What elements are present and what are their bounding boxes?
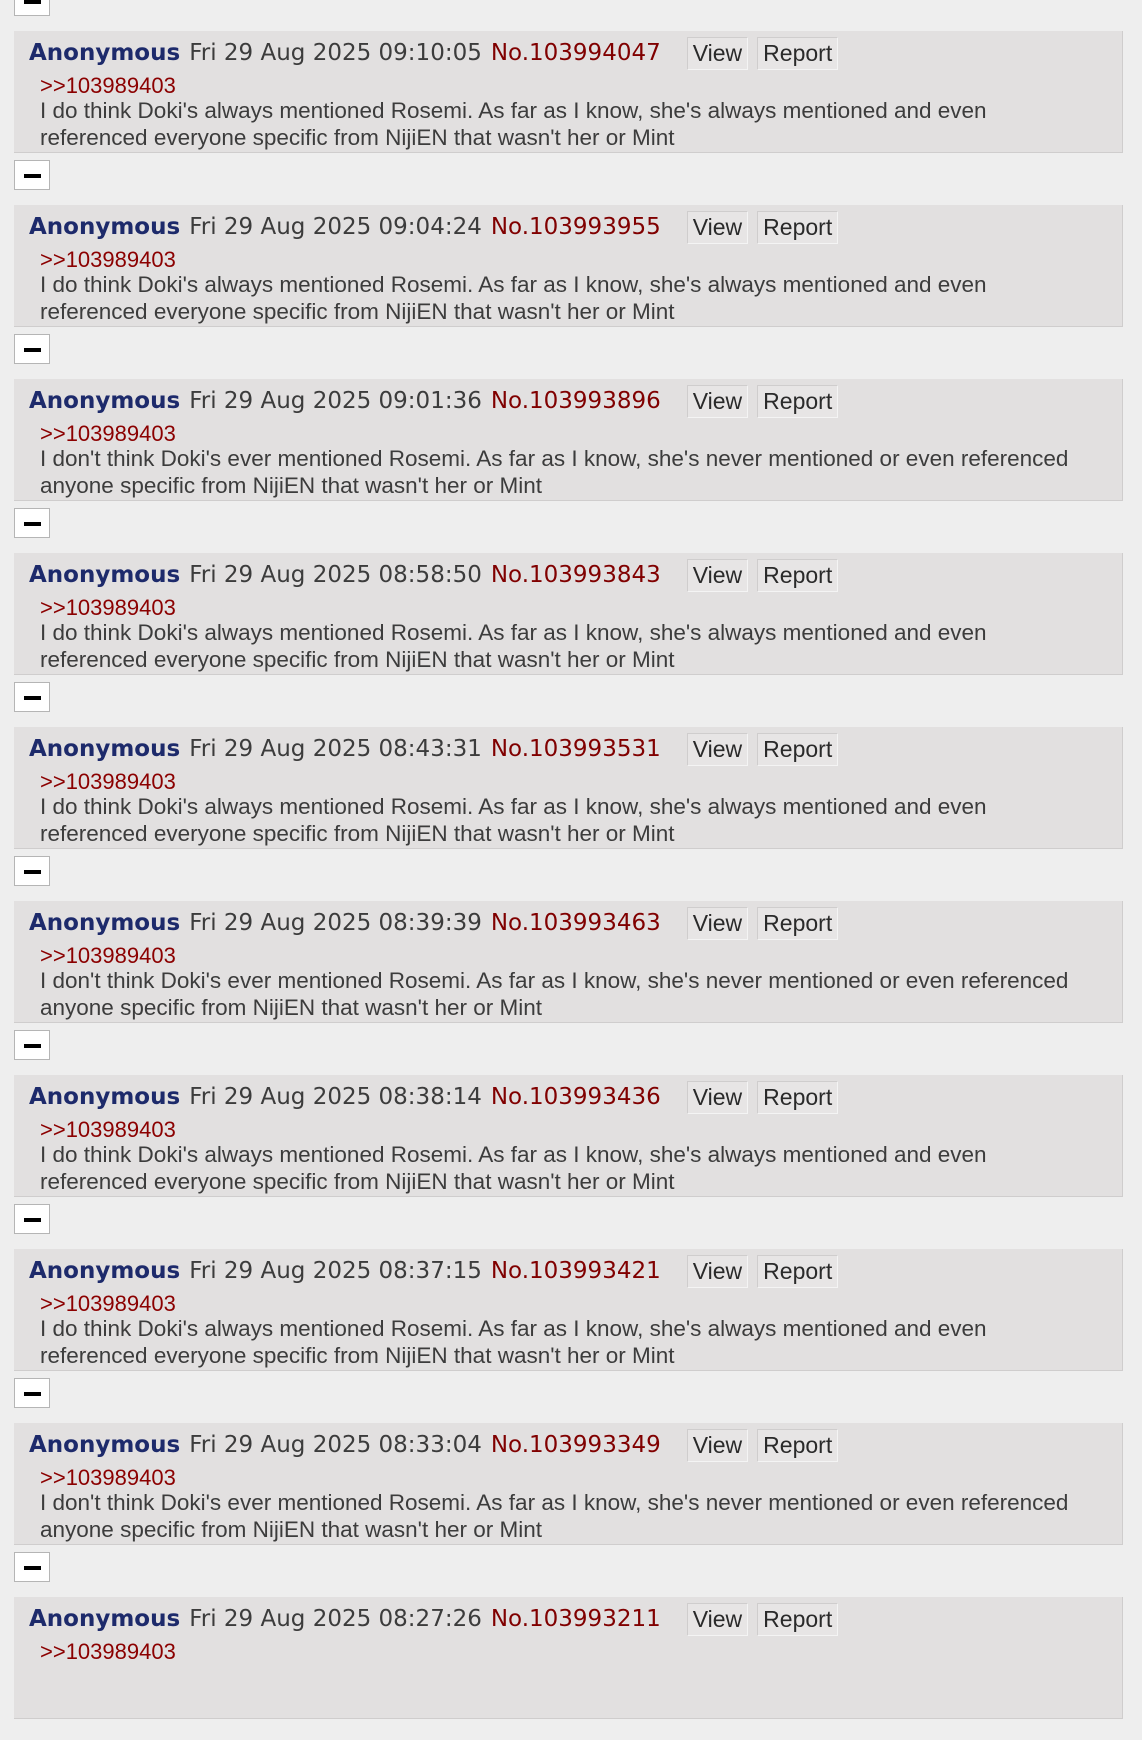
report-button[interactable]: Report xyxy=(757,385,838,418)
post-date: Fri 29 Aug 2025 09:10:05 xyxy=(189,40,482,66)
post-number-link[interactable]: No.103993531 xyxy=(490,736,661,762)
quote-link[interactable]: >>103989403 xyxy=(40,1291,176,1316)
minus-icon xyxy=(24,348,41,352)
post-info xyxy=(29,558,838,592)
reply-post xyxy=(14,379,1123,501)
collapse-toggle-button[interactable] xyxy=(14,856,50,886)
post-info xyxy=(29,906,838,940)
collapse-toggle-button[interactable] xyxy=(14,0,50,16)
view-button[interactable]: View xyxy=(687,1603,748,1636)
collapse-toggle-button[interactable] xyxy=(14,682,50,712)
post-number-link[interactable]: No.103993349 xyxy=(490,1432,661,1458)
post-info xyxy=(29,1428,838,1462)
minus-icon xyxy=(24,1566,41,1570)
poster-name: Anonymous xyxy=(29,562,181,588)
post-message: I do think Doki's always mentioned Rosemi. As far as I know, she's always mentioned and even referenced everyone specific from NijiEN that wasn't her or Mint xyxy=(40,272,987,324)
post-container xyxy=(0,682,1142,856)
post-message: I don't think Doki's ever mentioned Rosemi. As far as I know, she's never mentioned or even referenced anyone specific from NijiEN that wasn't her or Mint xyxy=(40,446,1069,498)
poster-name: Anonymous xyxy=(29,736,181,762)
post-message: I do think Doki's always mentioned Rosemi. As far as I know, she's always mentioned and even referenced everyone specific from NijiEN that wasn't her or Mint xyxy=(40,98,987,150)
post-number-link[interactable]: No.103993955 xyxy=(490,214,661,240)
minus-icon xyxy=(24,174,41,178)
report-button[interactable]: Report xyxy=(757,1255,838,1288)
post-info xyxy=(29,1602,838,1636)
post-number-link[interactable]: No.103993843 xyxy=(490,562,661,588)
minus-icon xyxy=(24,696,41,700)
post-message: I do think Doki's always mentioned Rosemi. As far as I know, she's always mentioned and even referenced everyone specific from NijiEN that wasn't her or Mint xyxy=(40,620,987,672)
post-date: Fri 29 Aug 2025 08:43:31 xyxy=(189,736,482,762)
view-button[interactable]: View xyxy=(687,907,748,940)
post-info xyxy=(29,1254,838,1288)
post-container xyxy=(0,508,1142,682)
poster-name: Anonymous xyxy=(29,40,181,66)
report-button[interactable]: Report xyxy=(757,733,838,766)
post-number-link[interactable]: No.103993436 xyxy=(490,1084,661,1110)
post-info xyxy=(29,732,838,766)
collapse-toggle-button[interactable] xyxy=(14,334,50,364)
post-container xyxy=(0,856,1142,1030)
collapse-toggle-button[interactable] xyxy=(14,160,50,190)
report-button[interactable]: Report xyxy=(757,1429,838,1462)
post-message: I do think Doki's always mentioned Rosemi. As far as I know, she's always mentioned and even referenced everyone specific from NijiEN that wasn't her or Mint xyxy=(40,1142,987,1194)
minus-icon xyxy=(24,522,41,526)
poster-name: Anonymous xyxy=(29,214,181,240)
post-number-link[interactable]: No.103993421 xyxy=(490,1258,661,1284)
quote-link[interactable]: >>103989403 xyxy=(40,1117,176,1142)
minus-icon xyxy=(24,1218,41,1222)
report-button[interactable]: Report xyxy=(757,37,838,70)
post-container xyxy=(0,334,1142,508)
post-number-link[interactable]: No.103993463 xyxy=(490,910,661,936)
poster-name: Anonymous xyxy=(29,910,181,936)
view-button[interactable]: View xyxy=(687,385,748,418)
post-date: Fri 29 Aug 2025 08:58:50 xyxy=(189,562,482,588)
post-container xyxy=(0,1030,1142,1204)
reply-post xyxy=(14,553,1123,675)
minus-icon xyxy=(24,1044,41,1048)
quote-link[interactable]: >>103989403 xyxy=(40,1465,176,1490)
minus-icon xyxy=(24,870,41,874)
minus-icon xyxy=(24,0,41,4)
view-button[interactable]: View xyxy=(687,211,748,244)
post-date: Fri 29 Aug 2025 09:01:36 xyxy=(189,388,482,414)
post-container xyxy=(0,1204,1142,1378)
post-message: I do think Doki's always mentioned Rosemi. As far as I know, she's always mentioned and even referenced everyone specific from NijiEN that wasn't her or Mint xyxy=(40,794,987,846)
view-button[interactable]: View xyxy=(687,1081,748,1114)
post-container xyxy=(0,1552,1142,1726)
post-date: Fri 29 Aug 2025 08:39:39 xyxy=(189,910,482,936)
poster-name: Anonymous xyxy=(29,1432,181,1458)
collapse-toggle-button[interactable] xyxy=(14,508,50,538)
view-button[interactable]: View xyxy=(687,1429,748,1462)
reply-post xyxy=(14,1249,1123,1371)
post-date: Fri 29 Aug 2025 08:37:15 xyxy=(189,1258,482,1284)
view-button[interactable]: View xyxy=(687,559,748,592)
post-date: Fri 29 Aug 2025 09:04:24 xyxy=(189,214,482,240)
report-button[interactable]: Report xyxy=(757,1081,838,1114)
view-button[interactable]: View xyxy=(687,733,748,766)
post-info xyxy=(29,210,838,244)
post-number-link[interactable]: No.103994047 xyxy=(490,40,661,66)
post-info xyxy=(29,384,838,418)
quote-link[interactable]: >>103989403 xyxy=(40,943,176,968)
report-button[interactable]: Report xyxy=(757,1603,838,1636)
post-date: Fri 29 Aug 2025 08:33:04 xyxy=(189,1432,482,1458)
post-container xyxy=(0,0,1142,160)
post-container xyxy=(0,1378,1142,1552)
post-info xyxy=(29,36,838,70)
reply-post xyxy=(14,1597,1123,1719)
quote-link[interactable]: >>103989403 xyxy=(40,247,176,272)
reply-post xyxy=(14,1423,1123,1545)
report-button[interactable]: Report xyxy=(757,211,838,244)
quote-link[interactable]: >>103989403 xyxy=(40,1639,176,1664)
collapse-toggle-button[interactable] xyxy=(14,1378,50,1408)
reply-post xyxy=(14,31,1123,153)
post-container xyxy=(0,160,1142,334)
report-button[interactable]: Report xyxy=(757,559,838,592)
poster-name: Anonymous xyxy=(29,1258,181,1284)
reply-post xyxy=(14,901,1123,1023)
reply-post xyxy=(14,1075,1123,1197)
poster-name: Anonymous xyxy=(29,1084,181,1110)
quote-link[interactable]: >>103989403 xyxy=(40,421,176,446)
post-message: I do think Doki's always mentioned Rosemi. As far as I know, she's always mentioned and even referenced everyone specific from NijiEN that wasn't her or Mint xyxy=(40,1316,987,1368)
post-date: Fri 29 Aug 2025 08:27:26 xyxy=(189,1606,482,1632)
poster-name: Anonymous xyxy=(29,388,181,414)
poster-name: Anonymous xyxy=(29,1606,181,1632)
view-button[interactable]: View xyxy=(687,37,748,70)
reply-post xyxy=(14,727,1123,849)
reply-post xyxy=(14,205,1123,327)
post-message: I don't think Doki's ever mentioned Rosemi. As far as I know, she's never mentioned or even referenced anyone specific from NijiEN that wasn't her or Mint xyxy=(40,968,1069,1020)
post-info xyxy=(29,1080,838,1114)
quote-link[interactable]: >>103989403 xyxy=(40,769,176,794)
quote-link[interactable]: >>103989403 xyxy=(40,595,176,620)
collapse-toggle-button[interactable] xyxy=(14,1552,50,1582)
quote-link[interactable]: >>103989403 xyxy=(40,73,176,98)
view-button[interactable]: View xyxy=(687,1255,748,1288)
post-number-link[interactable]: No.103993211 xyxy=(490,1606,661,1632)
post-date: Fri 29 Aug 2025 08:38:14 xyxy=(189,1084,482,1110)
collapse-toggle-button[interactable] xyxy=(14,1204,50,1234)
post-message: I don't think Doki's ever mentioned Rosemi. As far as I know, she's never mentioned or even referenced anyone specific from NijiEN that wasn't her or Mint xyxy=(40,1490,1069,1542)
minus-icon xyxy=(24,1392,41,1396)
post-number-link[interactable]: No.103993896 xyxy=(490,388,661,414)
report-button[interactable]: Report xyxy=(757,907,838,940)
collapse-toggle-button[interactable] xyxy=(14,1030,50,1060)
